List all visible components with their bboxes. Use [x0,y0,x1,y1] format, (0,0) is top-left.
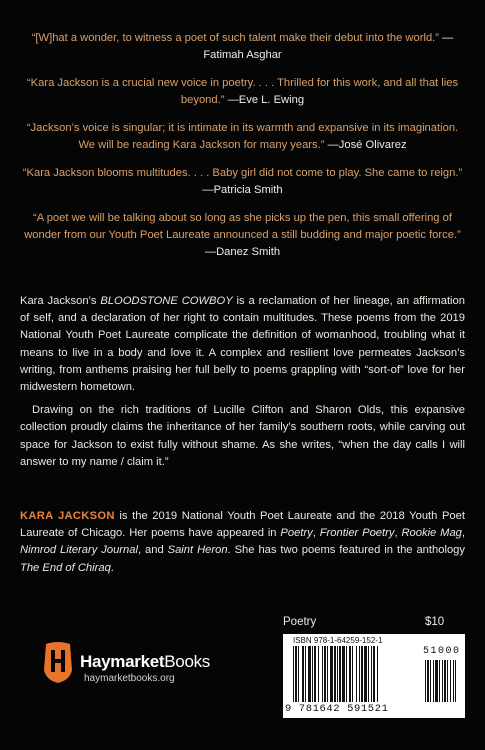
endorsements [20,30,465,272]
publication-nimrod: Nimrod Literary Journal [20,544,138,557]
bio-text: . [110,561,114,574]
publication-saint-heron: Saint Heron [167,544,228,557]
blurb-quote: “Kara Jackson blooms multitudes. . . . Baby girl did not come to play. She came to reign.” [22,167,463,179]
haymarket-hand-icon [40,640,76,684]
isbn-label: ISBN 978-1-64259-152-1 [293,636,383,645]
publisher-url: haymarketbooks.org [84,673,175,684]
author-name: KARA JACKSON [20,510,115,522]
description-paragraph-1 [20,293,465,396]
blurb-quote: “A poet we will be talking about so long as she picks up the pen, this small offering of wonder from our Youth Poet Laureate announced a still budding and major poetic force.” [24,212,461,241]
genre-label: Poetry [283,616,317,628]
bio-text: , [394,527,402,540]
bio-text: , [312,527,320,540]
blurb-attribution: —Eve L. Ewing [224,94,305,106]
blurb-smith-patricia [20,165,465,199]
publisher-name-a: Haymarket [80,652,165,671]
barcode-digits: 9 781642 591521 [285,703,389,715]
publisher-name [80,652,210,672]
blurb-attribution: —Danez Smith [204,246,281,258]
author-bio [20,508,465,577]
publication-poetry: Poetry [280,527,313,540]
blurb-attribution: —Patricia Smith [202,184,283,196]
book-title: BLOODSTONE COWBOY [100,295,233,307]
blurb-smith-danez [20,210,465,261]
blurb-quote: “Jackson’s voice is singular; it is intimate in its warmth and expansive in its imagination. We will be reading Kara Jackson for many years.” [26,122,459,151]
blurb-quote: “[W]hat a wonder, to witness a poet of such talent make their debut into the world.” [31,32,440,44]
description-lead: Kara Jackson’s [20,295,101,307]
price-addon-code: 51000 [423,646,461,657]
blurb-attribution: —Fatimah Asghar [203,32,454,61]
bio-text: is the 2019 National Youth Poet Laureate and the 2018 Youth Poet Laureate of Chicago. Her poems have appeared in [20,510,465,540]
description-paragraph-2: Drawing on the rich traditions of Lucille Clifton and Sharon Olds, this expansive collection proudly claims the inheritance of her family’s southern roots, while carving out space for Jackson to exist fully without shame. As she writes, “when the day calls I will answer to my name / claim it.” [20,404,465,468]
blurb-quote: “Kara Jackson is a crucial new voice in poetry. . . . Thrilled for this work, and all that lies beyond.” [26,77,459,106]
blurb-asghar [20,30,465,64]
bio-text: , and [137,544,168,557]
publisher-logo [40,640,220,690]
bio-text: , [461,527,466,540]
blurb-attribution: —José Olivarez [324,139,407,151]
blurb-ewing [20,75,465,109]
anthology-title: The End of Chiraq [20,561,111,574]
price-label: $10 [425,616,445,628]
blurb-olivarez [20,120,465,154]
description-rest: is a reclamation of her lineage, an affirmation of self, and a declaration of her right to contain multitudes. These poems from the 2019 National Youth Poet Laureate complicate the definition of womanhood, troubling what it means to live in a body and love it. A complex and resilient love permeates Jackson’s writing, from anthems praising her full belly to poems grappling with “sort-of” love for her midwestern hometown. [20,295,465,394]
publisher-name-b: Books [164,652,210,671]
isbn-barcode [283,634,465,718]
book-description [20,293,465,477]
publication-rookie-mag: Rookie Mag [401,527,462,540]
publication-frontier-poetry: Frontier Poetry [319,527,395,540]
bio-text: . She has two poems featured in the anthology [227,544,465,557]
